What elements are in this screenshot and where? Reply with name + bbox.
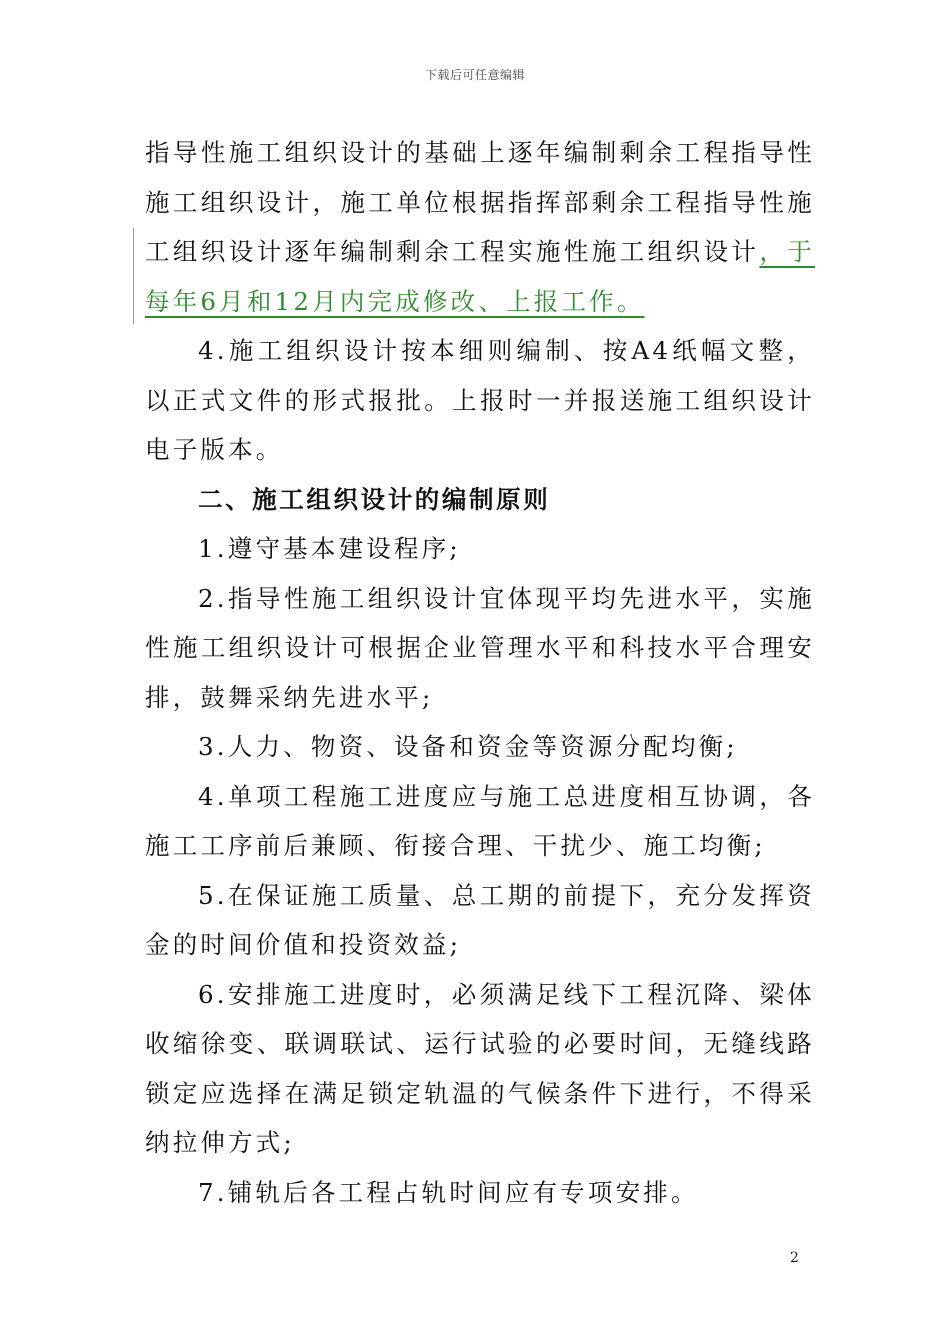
list-item-6: 6.安排施工进度时，必须满足线下工程沉降、梁体收缩徐变、联调联试、运行试验的必要时间，无缝线路锁定应选择在满足锁定轨温的气候条件下进行，不得采纳拉伸方式; [145,979,815,1157]
page-header: 下载后可任意编辑 [424,68,525,82]
list-item-4: 4.单项工程施工进度应与施工总进度相互协调，各施工工序前后兼顾、衔接合理、干扰少、施工均衡; [145,781,815,860]
tracked-insertion: ，于每年6月和12月内完成修改、上报工作。 [145,237,816,316]
paragraph-text: 指导性施工组织设计的基础上逐年编制剩余工程指导性施工组织设计，施工单位根据指挥部剩余工程指导性施工组织设计逐年编制剩余工程实施性施工组织设计 [145,138,815,266]
list-item-5: 5.在保证施工质量、总工期的前提下，充分发挥资金的时间价值和投资效益; [145,880,815,959]
list-item-1: 1.遵守基本建设程序; [198,534,461,563]
list-item-7: 7.铺轨后各工程占轨时间应有专项安排。 [198,1177,699,1207]
paragraph-item-4: 4.施工组织设计按本细则编制、按A4纸幅文整，以正式文件的形式报批。上报时一并报送施工组织设计电子版本。 [145,336,815,464]
page-number: 2 [790,1250,799,1266]
document-body [145,128,815,1217]
section-heading: 二、施工组织设计的编制原则 [198,484,551,514]
list-item-3: 3.人力、物资、设备和资金等资源分配均衡; [198,732,738,761]
list-item-2: 2.指导性施工组织设计宜体现平均先进水平，实施性施工组织设计可根据企业管理水平和科技水平合理安排，鼓舞采纳先进水平; [145,583,815,712]
paragraph-continuation [145,128,815,326]
revision-change-bar [133,228,134,324]
